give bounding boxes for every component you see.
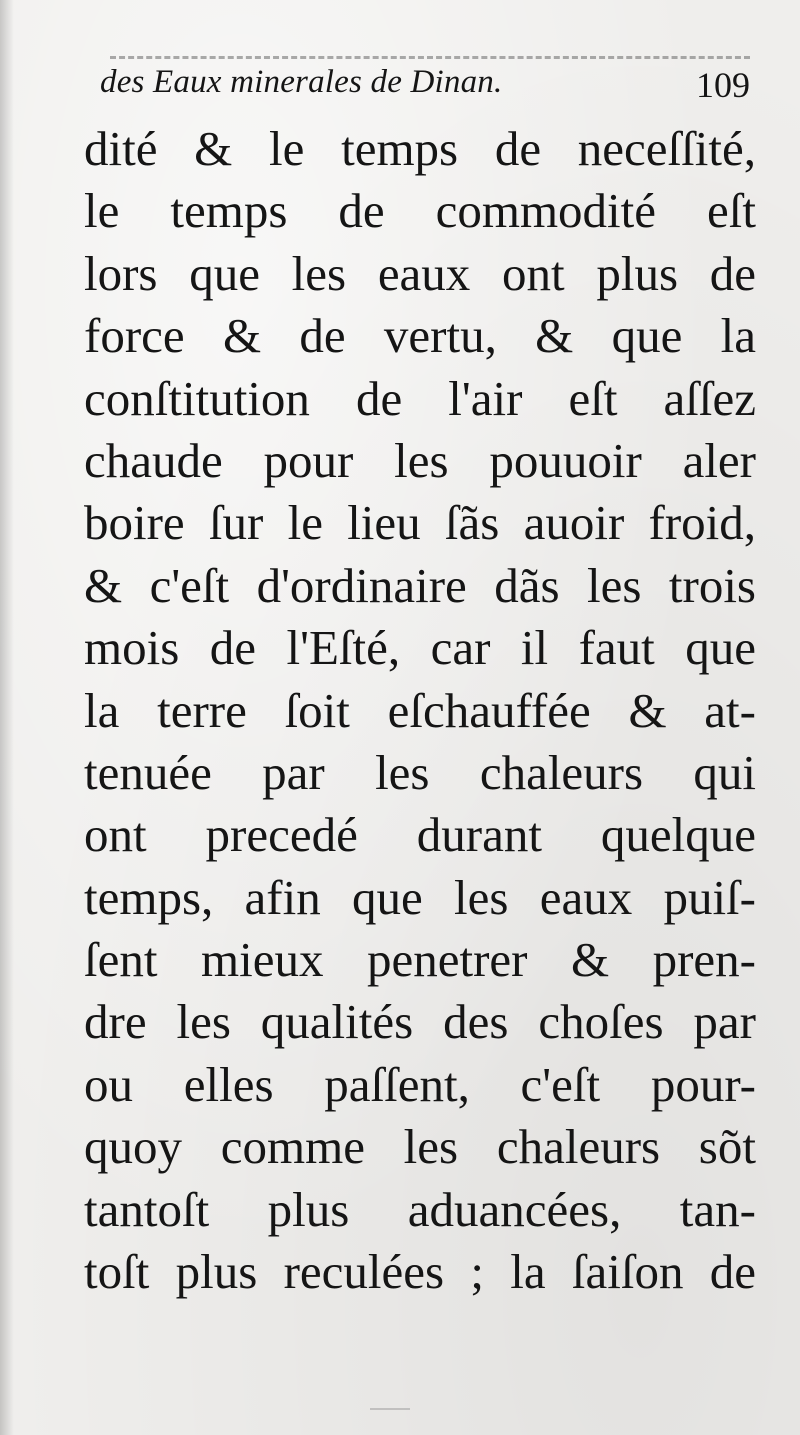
bottom-mark	[370, 1408, 410, 1410]
text-line: ſent mieux penetrer & pren-	[84, 932, 756, 988]
body-text	[84, 118, 756, 1388]
text-line: lors que les eaux ont plus de	[84, 245, 756, 301]
header-rule	[110, 56, 750, 59]
text-line: dité & le temps de neceſſité,	[84, 121, 756, 176]
text-line: quoy comme les chaleurs sõt	[84, 1119, 756, 1175]
page-header	[100, 56, 750, 108]
text-line: ou elles paſſent, c'eſt pour-	[84, 1056, 756, 1112]
text-line: temps, afin que les eaux puiſ-	[84, 869, 756, 925]
text-line: mois de l'Eſté, car il faut que	[84, 620, 756, 676]
text-line: force & de vertu, & que la	[84, 308, 756, 364]
text-line: le temps de commodité eſt	[84, 183, 756, 239]
page-gutter-shadow	[0, 0, 14, 1435]
text-line: conſtitution de l'air eſt aſſez	[84, 370, 756, 426]
text-line: tenuée par les chaleurs qui	[84, 744, 756, 800]
text-line: boire ſur le lieu ſãs auoir froid,	[84, 495, 756, 551]
running-head: des Eaux minerales de Dinan.	[100, 64, 503, 100]
text-line: & c'eſt d'ordinaire dãs les trois	[84, 557, 756, 613]
text-line: la terre ſoit eſchauffée & at-	[84, 682, 756, 738]
text-line: tantoſt plus aduancées, tan-	[84, 1181, 756, 1237]
text-line: toſt plus reculées ; la ſaiſon de	[84, 1244, 756, 1300]
text-line: ont precedé durant quelque	[84, 807, 756, 863]
text-line: chaude pour les pouuoir aler	[84, 432, 756, 488]
page-number: 109	[696, 65, 750, 105]
text-line: dre les qualités des choſes par	[84, 994, 756, 1050]
